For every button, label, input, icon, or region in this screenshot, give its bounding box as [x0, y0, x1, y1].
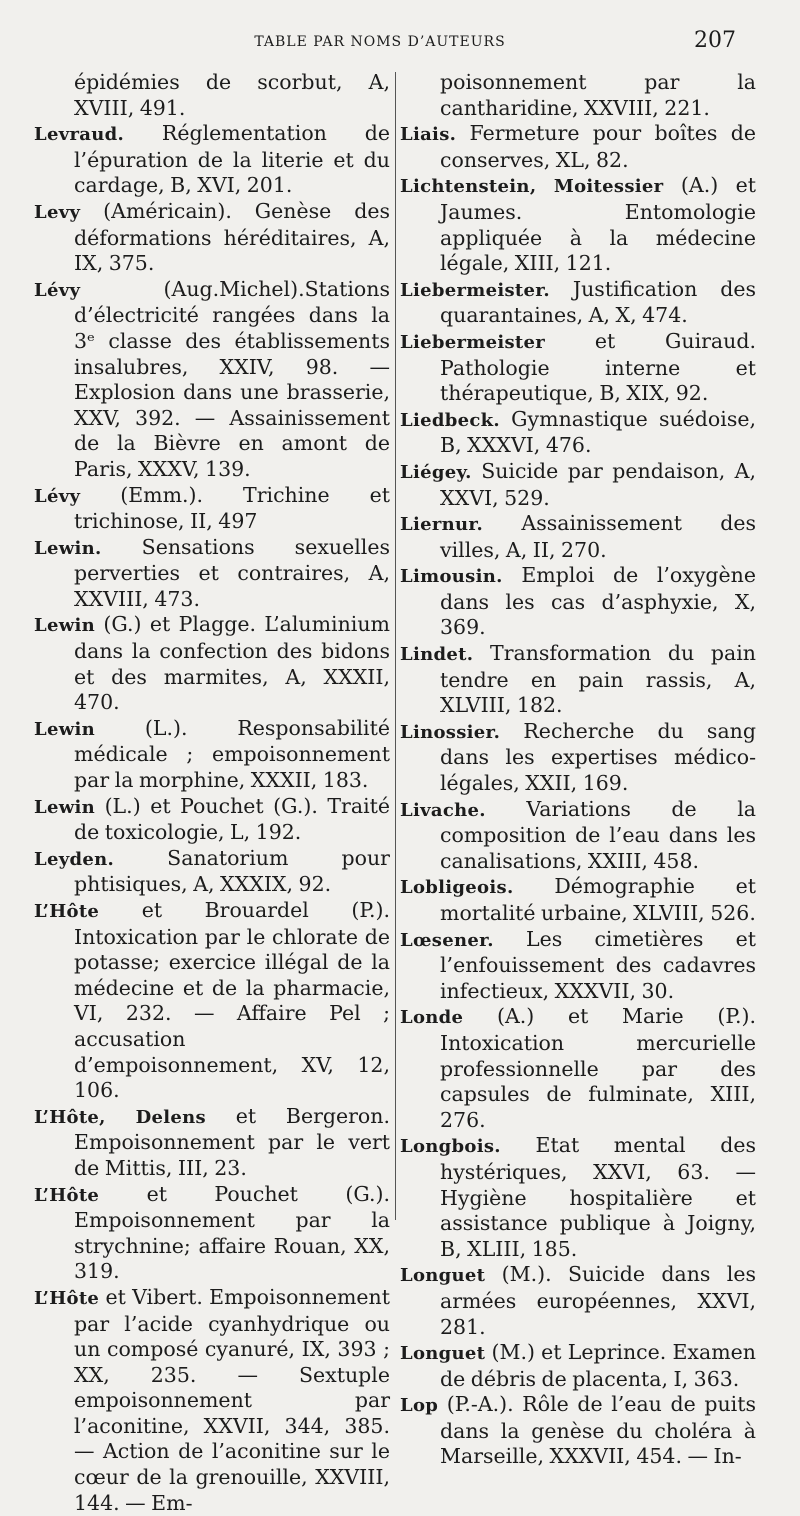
index-entry — [34, 612, 390, 715]
author-name: Lop — [400, 1395, 439, 1417]
index-entry — [400, 1262, 756, 1340]
entry-text: épidémies de scorbut, A, XVIII, 491. — [74, 70, 390, 120]
author-name: Levy — [34, 201, 81, 223]
author-name: Lichtenstein, Moitessier — [400, 176, 664, 198]
index-entry — [34, 1182, 390, 1285]
entry-text: (A.) et Marie (P.). Intoxication mercurielle professionnelle par des capsules de fulminate, XIII, 276. — [440, 1004, 756, 1132]
author-name: Londe — [400, 1007, 464, 1029]
author-name: Leyden. — [34, 848, 115, 870]
index-entry — [400, 511, 756, 563]
author-name: Lindet. — [400, 644, 474, 666]
index-entry — [400, 121, 756, 173]
entry-text: Réglementation de l’épuration de la literie et du cardage, B, XVI, 201. — [74, 121, 390, 198]
index-entry — [400, 927, 756, 1005]
index-entry — [400, 70, 756, 121]
entry-text: (Américain). Genèse des déformations héréditaires, A, IX, 375. — [74, 198, 390, 276]
entry-text: et Brouardel (P.). Intoxication par le chlorate de potasse; exercice illégal de la médecine et de la pharmacie, VI, 232. — Affaire Pel ; accusation d’empoisonnement, XV, 12, 106. — [74, 898, 390, 1103]
author-name: Lewin — [34, 718, 96, 740]
entry-text: et Pouchet (G.). Empoisonnement par la strychnine; affaire Rouan, XX, 319. — [74, 1181, 390, 1284]
entry-text: (Aug.Michel).Stations d’électricité rangées dans la 3ᵉ classe des établissements insalubres, XXIV, 98. — Explosion dans une brasserie, XXV, 392. — Assainissement de la Bièvre en amont de Paris, XXXV, 139. — [74, 276, 390, 481]
index-entry — [400, 874, 756, 926]
entry-text: et Guiraud. Pathologie interne et thérapeutique, B, XIX, 92. — [440, 328, 756, 406]
index-entry — [34, 483, 390, 535]
author-name: Lewin — [34, 615, 96, 637]
index-entry — [400, 1004, 756, 1133]
index-entry — [400, 1340, 756, 1392]
author-name: Limousin. — [400, 566, 503, 588]
author-name: L’Hôte — [34, 1287, 100, 1309]
index-entry — [400, 173, 756, 276]
index-entry — [34, 794, 390, 846]
author-name: Longuet — [400, 1343, 486, 1365]
author-name: Liebermeister — [400, 331, 546, 353]
author-name: Lœsener. — [400, 929, 494, 951]
author-name: Levraud. — [34, 124, 125, 146]
entry-text: Recherche du sang dans les expertises médico-légales, XXII, 169. — [440, 718, 756, 796]
author-name: Livache. — [400, 799, 486, 821]
index-entry — [400, 797, 756, 875]
author-name: Liebermeister. — [400, 279, 551, 301]
page-number: 207 — [694, 28, 736, 53]
entry-text: (L.) et Pouchet (G.). Traité de toxicologie, L, 192. — [74, 793, 390, 845]
entry-text: (A.) et Jaumes. Entomologie appliquée à la médecine légale, XIII, 121. — [440, 173, 757, 276]
entry-text: (G.) et Plagge. L’aluminium dans la confection des bidons et des marmites, A, XXXII, 470. — [74, 612, 390, 715]
author-name: Lévy — [34, 485, 81, 507]
header-title: TABLE PAR NOMS D’AUTEURS — [254, 34, 506, 50]
entry-text: et Bergeron. Empoisonnement par le vert de Mittis, III, 23. — [74, 1103, 390, 1180]
index-entry — [34, 70, 390, 121]
entry-text: (M.) et Leprince. Examen de débris de placenta, I, 363. — [440, 1340, 756, 1391]
entry-text: Transformation du pain tendre en pain rassis, A, XLVIII, 182. — [440, 641, 756, 718]
index-entry — [400, 1392, 756, 1470]
author-name: Lewin — [34, 796, 96, 818]
index-entry — [400, 329, 756, 407]
index-entry — [34, 898, 390, 1104]
entry-text: Fermeture pour boîtes de conserves, XL, 82. — [440, 121, 756, 172]
entry-text: Suicide par pendaison, A, XXVI, 529. — [440, 458, 756, 510]
author-name: Linossier. — [400, 721, 501, 743]
left-column — [34, 70, 390, 1516]
author-name: Lobligeois. — [400, 877, 514, 899]
entry-text: et Vibert. Empoisonnement par l’acide cyanhydrique ou un composé cyanuré, IX, 393 ; XX, 235. — Sextuple empoisonnement par l’aconitine, XXVII, 344, 385. — Action de l’aconitine sur le cœur de la grenouille, XXVIII, 144. — Em- — [74, 1284, 390, 1515]
entry-text: Sensations sexuelles perverties et contraires, A, XXVIII, 473. — [74, 534, 390, 611]
entry-text: Emploi de l’oxygène dans les cas d’asphyxie, X, 369. — [440, 563, 756, 640]
running-header — [0, 28, 800, 60]
entry-text: (Emm.). Trichine et trichinose, II, 497 — [74, 482, 390, 534]
author-name: Liégey. — [400, 461, 472, 483]
index-entry — [400, 459, 756, 511]
index-entry — [34, 277, 390, 483]
index-entry — [34, 1285, 390, 1516]
entry-text: (P.-A.). Rôle de l’eau de puits dans la genèse du choléra à Marseille, XXXVII, 454. — In- — [440, 1392, 756, 1469]
author-name: Liedbeck. — [400, 409, 500, 431]
author-name: Liais. — [400, 124, 457, 146]
index-entry — [400, 407, 756, 459]
entry-text: Justification des quarantaines, A, X, 474. — [440, 276, 756, 328]
index-entry — [34, 846, 390, 898]
entry-text: Sanatorium pour phtisiques, A, XXXIX, 92. — [74, 845, 390, 897]
index-entry — [400, 277, 756, 329]
author-name: Longbois. — [400, 1136, 501, 1158]
index-entry — [400, 1133, 756, 1262]
index-entry — [400, 563, 756, 641]
author-name: L’Hôte, Delens — [34, 1106, 206, 1128]
index-entry — [34, 1104, 390, 1182]
author-name: Liernur. — [400, 514, 484, 536]
author-name: L’Hôte — [34, 901, 100, 922]
entry-text: (M.). Suicide dans les armées européennes, XXVI, 281. — [440, 1262, 756, 1339]
author-name: Lévy — [34, 279, 81, 301]
index-entry — [400, 719, 756, 797]
index-entry — [400, 641, 756, 719]
index-entry — [34, 199, 390, 277]
author-name: L’Hôte — [34, 1184, 100, 1206]
index-entry — [34, 716, 390, 794]
author-name: Lewin. — [34, 537, 102, 559]
column-divider — [395, 72, 396, 1220]
entry-text: Variations de la composition de l’eau dans les canalisations, XXIII, 458. — [440, 796, 756, 873]
entry-text: poisonnement par la cantharidine, XXVIII, 221. — [440, 70, 756, 120]
entry-text: Démographie et mortalité urbaine, XLVIII, 526. — [440, 874, 756, 925]
entry-text: (L.). Responsabilité médicale ; empoisonnement par la morphine, XXXII, 183. — [74, 715, 390, 793]
entry-text: Gymnastique suédoise, B, XXXVI, 476. — [440, 406, 756, 458]
index-entry — [34, 121, 390, 199]
right-column — [400, 70, 756, 1470]
entry-text: Assainissement des villes, A, II, 270. — [440, 511, 756, 562]
author-name: Longuet — [400, 1265, 486, 1287]
entry-text: Etat mental des hystériques, XXVI, 63. — Hygiène hospitalière et assistance publique à Joigny, B, XLIII, 185. — [440, 1133, 756, 1261]
entry-text: Les cimetières et l’enfouissement des cadavres infectieux, XXXVII, 30. — [440, 926, 756, 1003]
index-entry — [34, 535, 390, 613]
